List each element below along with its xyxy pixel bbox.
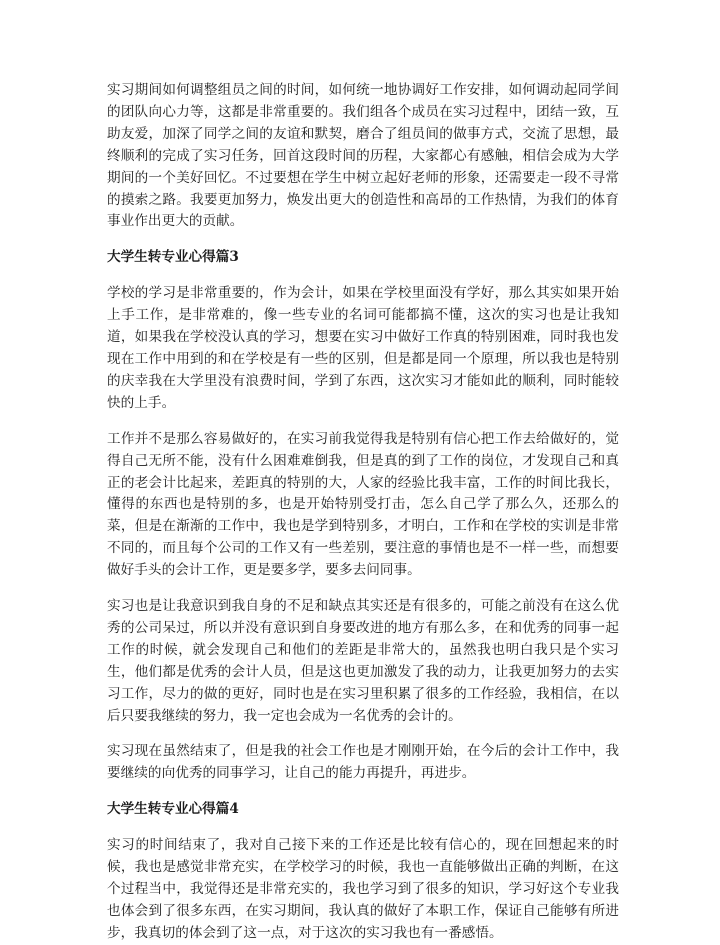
paragraph-5: 实习现在虽然结束了，但是我的社会工作也是才刚刚开始，在今后的会计工作中，我要继续的向优秀的同事学习，让自己的能力再提升，再进步。: [107, 743, 619, 782]
paragraph-6: 实习的时间结束了，我对自己接下来的工作还是比较有信心的，现在回想起来的时候，我也是感觉非常充实，在学校学习的时候，我也一直能够做出正确的判断，在这个过程当中，我觉得还是非常充实的，我也学习到了很多的知识，学习好这个专业我也体会到了很多东西，在实习期间，我认真的做好了本职工作，保证自己能够有所进步，我真切的体会到了这一点，对于这次的实习我也有一番感悟。: [107, 837, 619, 941]
paragraph-3: 工作并不是那么容易做好的，在实习前我觉得我是特别有信心把工作去给做好的，觉得自己无所不能，没有什么困难难倒我，但是真的到了工作的岗位，才发现自己和真正的老会计比起来，差距真的特别的大，人家的经验比我丰富，工作的时间比我长，懂得的东西也是特别的多，也是开始特别受打击，怎么自己学了那么久，还那么的菜，但是在渐渐的工作中，我也是学到特别多，才明白，工作和在学校的实训是非常不同的，而且每个公司的工作又有一些差别，要注意的事情也是不一样一些，而想要做好手头的会计工作，更是要多学，要多去问同事。: [107, 430, 619, 579]
section-heading-3: 大学生转专业心得篇3: [107, 249, 239, 266]
paragraph-1: 实习期间如何调整组员之间的时间，如何统一地协调好工作安排，如何调动起同学间的团队向心力等，这都是非常重要的。我们组各个成员在实习过程中，团结一致，互助友爱，加深了同学之间的友谊和默契，磨合了组员间的做事方式，交流了思想，最终顺利的完成了实习任务，回首这段时间的历程，大家都心有感触，相信会成为大学期间的一个美好回忆。不过要想在学生中树立起好老师的形象，还需要走一段不寻常的摸索之路。我要更加努力，焕发出更大的创造性和高昂的工作热情，为我们的体育事业作出更大的贡献。: [107, 82, 619, 230]
section-heading-4: 大学生转专业心得篇4: [107, 801, 239, 818]
paragraph-4: 实习也是让我意识到我自身的不足和缺点其实还是有很多的，可能之前没有在这么优秀的公司呆过，所以并没有意识到自身要改进的地方有那么多，在和优秀的同事一起工作的时候，就会发现自己和他们的差距是非常大的，虽然我也明白我只是个实习生，他们都是优秀的会计人员，但是这也更加激发了我的动力，让我更加努力的去实习工作，尽力的做的更好，同时也是在实习里积累了很多的工作经验，我相信，在以后只要我继续的努力，我一定也会成为一名优秀的会计的。: [107, 598, 619, 724]
paragraph-2: 学校的学习是非常重要的，作为会计，如果在学校里面没有学好，那么其实如果开始上手工作，是非常难的，像一些专业的名词可能都搞不懂，这次的实习也是让我知道，如果我在学校没认真的学习，想要在实习中做好工作真的特别困难，同时我也发现在工作中用到的和在学校是有一些的区别，但是都是同一个原理，所以我也是特别的庆幸我在大学里没有浪费时间，学到了东西，这次实习才能如此的顺利，同时能较快的上手。: [107, 285, 619, 411]
document-page: [107, 80, 619, 945]
